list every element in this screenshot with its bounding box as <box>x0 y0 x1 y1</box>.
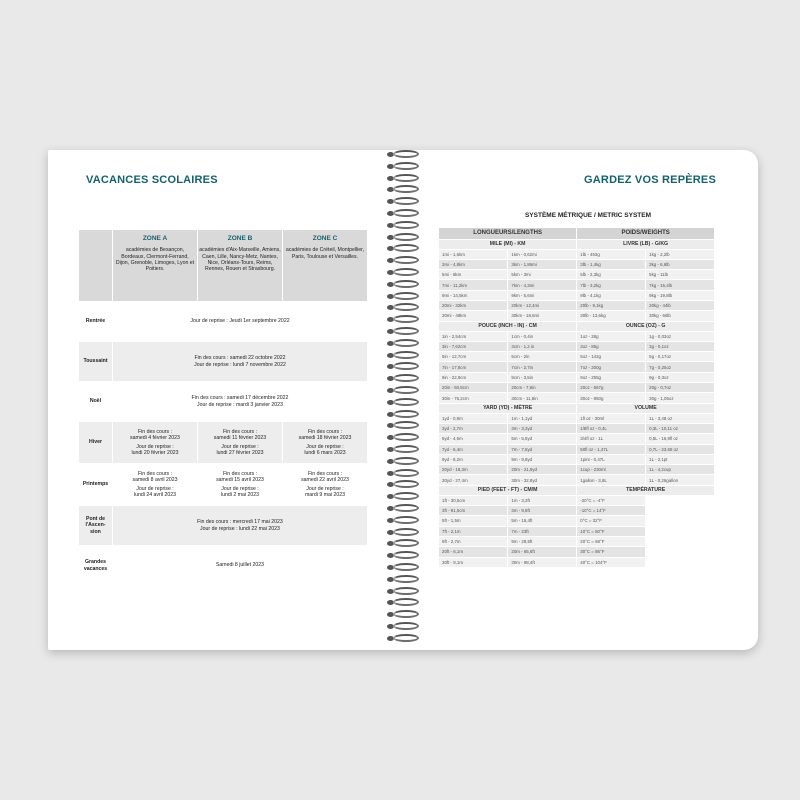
conversion-cell: 5m - 5,5yd <box>508 434 577 444</box>
conversion-cell: 30mi - 48km <box>439 311 508 321</box>
wire-loop <box>393 315 419 323</box>
conversion-cell: 3mi - 4,8km <box>439 259 508 269</box>
conversion-cell: 3lb - 1,4kg <box>577 259 646 269</box>
wire-loop <box>393 268 419 276</box>
conversion-row <box>439 434 715 444</box>
metric-system-title: SYSTÈME MÉTRIQUE / METRIC SYSTEM <box>524 212 652 219</box>
wire-loop <box>393 351 419 359</box>
conversion-cell: 30m - 32,8yd <box>508 475 577 485</box>
wire-loop <box>393 221 419 229</box>
spiral-ring <box>383 632 423 645</box>
ascension-dates: Fin des cours : mercredi 17 mai 2023 Jour de reprise : lundi 22 mai 2023 <box>113 506 368 546</box>
section-title: TEMPÉRATURE <box>577 485 715 495</box>
page-title-left: VACANCES SCOLAIRES <box>86 174 218 186</box>
zone-c-header: ZONE C académies de Créteil, Montpellier, Paris, Toulouse et Versailles. <box>283 230 368 302</box>
conversion-cell: 1cup - 230ml <box>577 465 646 475</box>
conversion-cell: 1L - 0,26gallon <box>646 475 715 485</box>
conversion-cell: 9lb - 4,1kg <box>577 290 646 300</box>
wire-loop <box>393 303 419 311</box>
conversion-cell: 30in - 76,2cm <box>439 393 508 403</box>
wire-loop <box>393 209 419 217</box>
conversion-cell: 7m - 23ft <box>508 526 577 536</box>
conversion-row <box>439 393 715 403</box>
page-title-right: GARDEZ VOS REPÈRES <box>584 174 716 186</box>
row-noel <box>79 382 368 422</box>
row-grandes-vacances <box>79 546 368 586</box>
label-toussaint: Toussaint <box>79 342 113 382</box>
wire-loop <box>393 445 419 453</box>
conversion-cell: 30km - 18,6mi <box>508 311 577 321</box>
hiver-zone-c: Fin des cours : samedi 18 février 2023 Jour de reprise : lundi 6 mars 2023 <box>283 422 368 464</box>
conversion-cell: 20lb - 9,1kg <box>577 300 646 310</box>
conversion-cell: -10°C = 14°F <box>577 506 646 516</box>
spiral-binding <box>383 145 423 650</box>
zone-a-header: ZONE A académies de Besançon, Bordeaux, Clermont-Ferrand, Dijon, Grenoble, Limoges, Lyon et Poitiers. <box>113 230 198 302</box>
wire-loop <box>393 587 419 595</box>
conversion-cell: 1/8fl oz - 0,4L <box>577 423 646 433</box>
conversion-cell: 0,7L - 23,68 oz <box>646 444 715 454</box>
conversion-cell: 3kg - 6,6lb <box>646 259 715 269</box>
section-title: YARD (YD) - MÈTRE <box>439 403 577 413</box>
conversion-cell: 9kg - 19,8lb <box>646 290 715 300</box>
conversion-cell: 40°C = 104°F <box>577 557 646 567</box>
conversion-cell: 3cm - 1,2 in <box>508 341 577 351</box>
conversion-cell: 20g - 0,7oz <box>646 383 715 393</box>
wire-loop <box>393 197 419 205</box>
conversion-cell: 7lb - 3,2kg <box>577 280 646 290</box>
conversion-cell <box>646 557 715 567</box>
conversion-row <box>439 352 715 362</box>
grandes-vacances-text: Samedi 8 juillet 2023 <box>113 546 368 586</box>
conversion-cell: 1pint - 0,47L <box>577 454 646 464</box>
label-grandes-vacances: Grandes vacances <box>79 546 113 586</box>
wire-loop <box>393 539 419 547</box>
conversion-row <box>439 372 715 382</box>
rentree-text: Jour de reprise : Jeudi 1er septembre 2022 <box>113 302 368 342</box>
conversion-cell: 7kg - 15,4lb <box>646 280 715 290</box>
table-corner <box>79 230 113 302</box>
wire-loop <box>393 598 419 606</box>
conversion-cell: 30m - 98,4ft <box>508 557 577 567</box>
section-header-row <box>439 403 715 413</box>
conversion-cell: 5g - 0,17oz <box>646 352 715 362</box>
conversion-row <box>439 516 715 526</box>
section-header-row <box>439 321 715 331</box>
conversion-cell: 20m - 21,9yd <box>508 465 577 475</box>
conversion-row <box>439 362 715 372</box>
conversion-cell: 3in - 7,62cm <box>439 341 508 351</box>
section-title: OUNCE (OZ) - G <box>577 321 715 331</box>
conversion-cell <box>646 495 715 505</box>
conversion-cell: 20oz - 567g <box>577 383 646 393</box>
wire-loop <box>393 551 419 559</box>
conversion-cell: 7km - 4,3mi <box>508 280 577 290</box>
conversion-cell: 1kg - 2,2lb <box>646 249 715 259</box>
noel-dates: Fin des cours : samedi 17 décembre 2022 Jour de reprise : mardi 3 janvier 2023 <box>113 382 368 422</box>
row-ascension <box>79 506 368 546</box>
zone-c-academies: académies de Créteil, Montpellier, Paris, Toulouse et Versailles. <box>285 247 365 260</box>
wire-loop <box>393 469 419 477</box>
conversion-cell: 20yd - 18,3m <box>439 465 508 475</box>
conversion-cell: 20ft - 6,1m <box>439 547 508 557</box>
conversion-cell <box>646 516 715 526</box>
conversion-row <box>439 506 715 516</box>
conversion-cell <box>646 547 715 557</box>
section-title: MILE (MI) - KM <box>439 239 577 249</box>
conversion-cell: 5ft - 1,5m <box>439 516 508 526</box>
label-ascension: Pont de l'Ascen- sion <box>79 506 113 546</box>
conversion-cell: 1km - 0,62mi <box>508 249 577 259</box>
conversion-cell: 1m - 1,1yd <box>508 413 577 423</box>
conversion-row <box>439 300 715 310</box>
conversion-row <box>439 495 715 505</box>
section-title: POUCE (INCH - IN) - CM <box>439 321 577 331</box>
conversion-cell: 1in - 2,54cm <box>439 331 508 341</box>
conversion-cell: 20cm - 7,9in <box>508 383 577 393</box>
wire-loop <box>393 622 419 630</box>
toussaint-dates: Fin des cours : samedi 22 octobre 2022 Jour de reprise : lundi 7 novembre 2022 <box>113 342 368 382</box>
wire-loop <box>393 516 419 524</box>
school-holidays-table <box>78 229 368 586</box>
conversion-cell: 9in - 22,9cm <box>439 372 508 382</box>
conversion-cell: 1cm - 0,4in <box>508 331 577 341</box>
conversion-cell: 7ft - 2,1m <box>439 526 508 536</box>
wire-loop <box>393 185 419 193</box>
zone-a-academies: académies de Besançon, Bordeaux, Clermont-Ferrand, Dijon, Grenoble, Limoges, Lyon et Poitiers. <box>115 247 195 273</box>
conversion-cell: 9km - 5,6mi <box>508 290 577 300</box>
wire-loop <box>393 433 419 441</box>
conversion-cell: 5in - 12,7cm <box>439 352 508 362</box>
conversion-cell: 1L - 4,2cup <box>646 465 715 475</box>
conversion-cell <box>646 536 715 546</box>
conversion-cell: 3oz - 85g <box>577 341 646 351</box>
conversion-cell: 1mi - 1,6km <box>439 249 508 259</box>
wire-loop <box>393 421 419 429</box>
conversion-cell: 5mi - 8km <box>439 270 508 280</box>
conversion-cell: 5lb - 2,3kg <box>577 270 646 280</box>
conversion-cell: 30oz - 850g <box>577 393 646 403</box>
wire-loop <box>393 374 419 382</box>
conversion-cell: 30kg - 66lb <box>646 311 715 321</box>
conversion-cell: 3yd - 2,7m <box>439 423 508 433</box>
conversion-cell <box>646 526 715 536</box>
conversion-cell: 5yd - 4,5m <box>439 434 508 444</box>
conversion-cell: 9g - 0,3oz <box>646 372 715 382</box>
conversion-cell: 5m - 16,4ft <box>508 516 577 526</box>
wire-loop <box>393 339 419 347</box>
section-title: PIED (FEET - FT) - CM/M <box>439 485 577 495</box>
conversion-table <box>439 228 715 568</box>
conversion-cell: 10°C = 50°F <box>577 526 646 536</box>
conversion-cell: 3m - 9,8ft <box>508 506 577 516</box>
conversion-row <box>439 547 715 557</box>
conversion-cell: 9cm - 3,5in <box>508 372 577 382</box>
conversion-cell: 1fl oz - 30ml <box>577 413 646 423</box>
wire-loop <box>393 150 419 158</box>
label-noel: Noël <box>79 382 113 422</box>
conversion-cell: 3/4fl oz - 1L <box>577 434 646 444</box>
conversion-cell: 1ft - 30,5cm <box>439 495 508 505</box>
conversion-cell: 20kg - 44lb <box>646 300 715 310</box>
wire-loop <box>393 292 419 300</box>
zone-b-header: ZONE B académies d'Aix-Marseille, Amiens, Caen, Lille, Nancy-Metz, Nantes, Nice, Orléans-Tours, Reims, Rennes, Rouen et Strasbourg. <box>198 230 283 302</box>
conversion-row <box>439 465 715 475</box>
conversion-cell: 7mi - 11,2km <box>439 280 508 290</box>
conversion-cell: 3g - 0,1oz <box>646 341 715 351</box>
conversion-row <box>439 259 715 269</box>
hiver-zone-a: Fin des cours : samedi 4 février 2023 Jour de reprise : lundi 20 février 2023 <box>113 422 198 464</box>
conversion-row <box>439 444 715 454</box>
conversion-cell: 7oz - 200g <box>577 362 646 372</box>
conversion-cell: 20in - 50,8cm <box>439 383 508 393</box>
conversion-row <box>439 331 715 341</box>
conversion-cell: 9m - 29,5ft <box>508 536 577 546</box>
conversion-cell: 1oz - 28g <box>577 331 646 341</box>
conversion-cell: 1L - 2,1pt <box>646 454 715 464</box>
conversion-cell: 9m - 9,8yd <box>508 454 577 464</box>
wire-loop <box>393 563 419 571</box>
row-hiver <box>79 422 368 464</box>
printemps-zone-b: Fin des cours : samedi 15 avril 2023 Jour de reprise : lundi 2 mai 2023 <box>198 464 283 506</box>
conversion-cell: 3ft - 91,5cm <box>439 506 508 516</box>
conversion-cell: 9oz - 255g <box>577 372 646 382</box>
conversion-cell: 50fl oz - 1,47L <box>577 444 646 454</box>
conversion-row <box>439 526 715 536</box>
conversion-cell: 20km - 12,4mi <box>508 300 577 310</box>
conversion-row <box>439 290 715 300</box>
wire-loop <box>393 362 419 370</box>
conversion-row <box>439 557 715 567</box>
conversion-row <box>439 423 715 433</box>
conversion-cell: 9ft - 2,7m <box>439 536 508 546</box>
conversion-row <box>439 249 715 259</box>
conversion-cell: 7in - 17,8cm <box>439 362 508 372</box>
label-printemps: Printemps <box>79 464 113 506</box>
wire-loop <box>393 174 419 182</box>
conversion-cell: 30cm - 11,8in <box>508 393 577 403</box>
conversion-row <box>439 341 715 351</box>
wire-loop <box>393 256 419 264</box>
conversion-cell: 1yd - 0,9m <box>439 413 508 423</box>
conversion-cell: 1gallon - 3,8L <box>577 475 646 485</box>
wire-loop <box>393 610 419 618</box>
wire-loop <box>393 575 419 583</box>
printemps-zone-a: Fin des cours : samedi 8 avril 2023 Jour de reprise : lundi 24 avril 2023 <box>113 464 198 506</box>
lengths-header: LONGUEURS/LENGTHS <box>439 228 577 239</box>
wire-loop <box>393 327 419 335</box>
conversion-cell: 3m - 3,3yd <box>508 423 577 433</box>
conversion-row <box>439 383 715 393</box>
conversion-cell: 30lb - 13,6kg <box>577 311 646 321</box>
wire-loop <box>393 480 419 488</box>
conversion-row <box>439 536 715 546</box>
conversion-row <box>439 280 715 290</box>
conversion-row <box>439 475 715 485</box>
conversion-cell: 1m - 3,3ft <box>508 495 577 505</box>
label-rentree: Rentrée <box>79 302 113 342</box>
conversion-cell: 30ft - 9,1m <box>439 557 508 567</box>
wire-loop <box>393 280 419 288</box>
conversion-cell: 30°C = 86°F <box>577 547 646 557</box>
conversion-row <box>439 413 715 423</box>
page-left <box>48 150 386 650</box>
conversion-cell: 3km - 1,86mi <box>508 259 577 269</box>
conversion-cell: 5cm - 2in <box>508 352 577 362</box>
row-printemps <box>79 464 368 506</box>
wire-loop <box>393 244 419 252</box>
conversion-cell: 9yd - 8,2m <box>439 454 508 464</box>
conversion-cell: 0,3L - 10,11 oz <box>646 423 715 433</box>
conversion-cell: 5km - 3mi <box>508 270 577 280</box>
wire-loop <box>393 457 419 465</box>
conversion-cell: 7g - 0,25oz <box>646 362 715 372</box>
wire-loop <box>393 233 419 241</box>
wire-loop <box>393 410 419 418</box>
conversion-cell: 20mi - 32km <box>439 300 508 310</box>
section-title: LIVRE (LB) - G/KG <box>577 239 715 249</box>
conversion-cell: 5oz - 142g <box>577 352 646 362</box>
hiver-zone-b: Fin des cours : samedi 11 février 2023 Jour de reprise : lundi 27 février 2023 <box>198 422 283 464</box>
conversion-row <box>439 270 715 280</box>
wire-loop <box>393 398 419 406</box>
conversion-cell: 20°C = 68°F <box>577 536 646 546</box>
conversion-cell: 5kg - 11lb <box>646 270 715 280</box>
row-toussaint <box>79 342 368 382</box>
zone-b-academies: académies d'Aix-Marseille, Amiens, Caen, Lille, Nancy-Metz, Nantes, Nice, Orléans-Tours, Reims, Rennes, Rouen et Strasbourg. <box>199 247 281 273</box>
conversion-cell: -20°C = -4°F <box>577 495 646 505</box>
wire-loop <box>393 634 419 642</box>
section-header-row <box>439 239 715 249</box>
conversion-cell: 0°C = 32°F <box>577 516 646 526</box>
wire-loop <box>393 504 419 512</box>
conversion-cell: 30g - 1,05oz <box>646 393 715 403</box>
conversion-row <box>439 311 715 321</box>
conversion-cell: 7m - 7,6yd <box>508 444 577 454</box>
conversion-cell: 7cm - 2,7in <box>508 362 577 372</box>
conversion-cell <box>646 506 715 516</box>
conversion-cell: 7yd - 6,4m <box>439 444 508 454</box>
wire-loop <box>393 386 419 394</box>
conversion-row <box>439 454 715 464</box>
page-right <box>438 150 758 650</box>
conversion-cell: 0,5L - 16,9fl oz <box>646 434 715 444</box>
section-header-row <box>439 485 715 495</box>
row-rentree <box>79 302 368 342</box>
label-hiver: Hiver <box>79 422 113 464</box>
conversion-cell: 1g - 0,03oz <box>646 331 715 341</box>
conversion-cell: 1lb - 453g <box>577 249 646 259</box>
conversion-cell: 20m - 65,6ft <box>508 547 577 557</box>
section-title: VOLUME <box>577 403 715 413</box>
conversion-cell: 9mi - 14,5km <box>439 290 508 300</box>
weights-header: POIDS/WEIGHTS <box>577 228 715 239</box>
wire-loop <box>393 162 419 170</box>
printemps-zone-c: Fin des cours : samedi 22 avril 2023 Jour de reprise : mardi 9 mai 2023 <box>283 464 368 506</box>
conversion-cell: 1L - 3,48 oz <box>646 413 715 423</box>
wire-loop <box>393 528 419 536</box>
conversion-cell: 30yd - 27,4m <box>439 475 508 485</box>
wire-loop <box>393 492 419 500</box>
